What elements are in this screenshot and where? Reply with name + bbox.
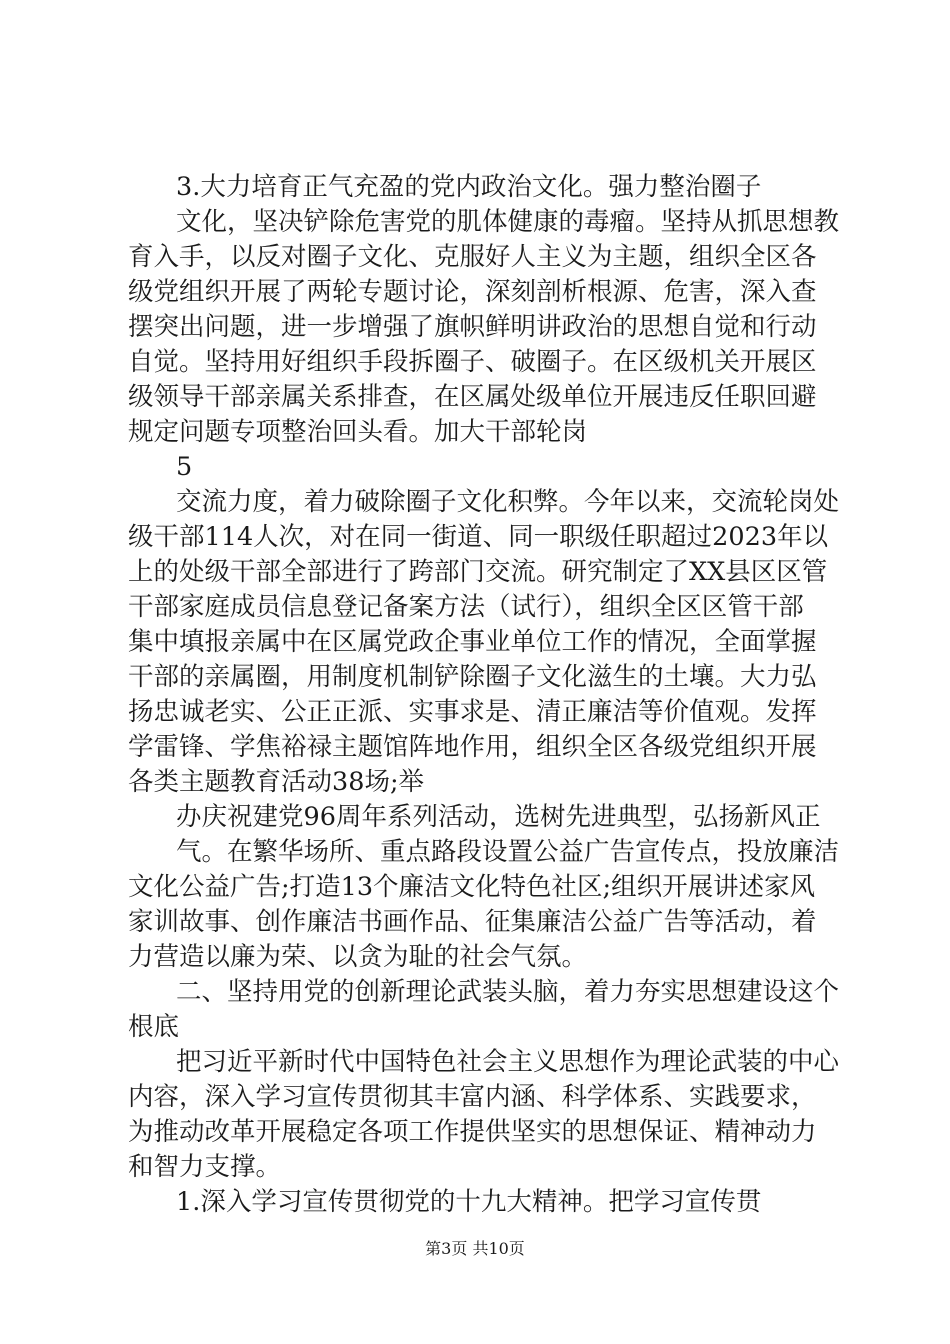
- text-line-22: 家训故事、创作廉洁书画作品、征集廉洁公益广告等活动，着: [128, 907, 817, 937]
- text-line-13: 干部家庭成员信息登记备案方法（试行），组织全区区管干部: [128, 592, 804, 622]
- text-line-6: 自觉。坚持用好组织手段拆圈子、破圈子。在区级机关开展区: [128, 347, 817, 377]
- text-line-15: 干部的亲属圈，用制度机制铲除圈子文化滋生的土壤。大力弘: [128, 662, 817, 692]
- text-line-21: 文化公益广告;打造13个廉洁文化特色社区;组织开展讲述家风: [128, 872, 816, 902]
- text-line-26: 把习近平新时代中国特色社会主义思想作为理论武装的中心: [176, 1047, 840, 1077]
- text-line-17: 学雷锋、学焦裕禄主题馆阵地作用，组织全区各级党组织开展: [128, 732, 817, 762]
- section-heading: 二、坚持用党的创新理论武装头脑，着力夯实思想建设这个: [176, 977, 840, 1007]
- text-line-7: 级领导干部亲属关系排查，在区属处级单位开展违反任职回避: [128, 382, 817, 412]
- page-number-inline: 5: [176, 452, 193, 482]
- text-line-3: 育入手，以反对圈子文化、克服好人主义为主题，组织全区各: [128, 242, 817, 272]
- text-line-16: 扬忠诚老实、公正正派、实事求是、清正廉洁等价值观。发挥: [128, 697, 817, 727]
- text-line-29: 和智力支撑。: [128, 1152, 282, 1182]
- text-line-11: 级干部114人次，对在同一街道、同一职级任职超过2023年以: [128, 522, 829, 552]
- text-line-1: 3.大力培育正气充盈的党内政治文化。强力整治圈子: [176, 172, 762, 202]
- text-line-27: 内容，深入学习宣传贯彻其丰富内涵、科学体系、实践要求，: [128, 1082, 817, 1112]
- text-line-30: 1.深入学习宣传贯彻党的十九大精神。把学习宣传贯: [176, 1187, 762, 1217]
- text-line-23: 力营造以廉为荣、以贪为耻的社会气氛。: [128, 942, 588, 972]
- text-line-19: 办庆祝建党96周年系列活动，选树先进典型，弘扬新风正: [176, 802, 821, 832]
- text-line-4: 级党组织开展了两轮专题讨论，深刻剖析根源、危害，深入查: [128, 277, 817, 307]
- text-line-12: 上的处级干部全部进行了跨部门交流。研究制定了XX县区区管: [128, 557, 828, 587]
- text-line-5: 摆突出问题，进一步增强了旗帜鲜明讲政治的思想自觉和行动: [128, 312, 817, 342]
- text-line-10: 交流力度，着力破除圈子文化积弊。今年以来，交流轮岗处: [176, 487, 840, 517]
- text-line-18: 各类主题教育活动38场;举: [128, 767, 425, 797]
- text-line-28: 为推动改革开展稳定各项工作提供坚实的思想保证、精神动力: [128, 1117, 817, 1147]
- text-line-20: 气。在繁华场所、重点路段设置公益广告宣传点，投放廉洁: [176, 837, 840, 867]
- text-line-8: 规定问题专项整治回头看。加大干部轮岗: [128, 417, 588, 447]
- text-line-2: 文化，坚决铲除危害党的肌体健康的毒瘤。坚持从抓思想教: [176, 207, 840, 237]
- text-line-14: 集中填报亲属中在区属党政企事业单位工作的情况，全面掌握: [128, 627, 817, 657]
- section-heading-continued: 根底: [128, 1012, 180, 1042]
- page-footer: 第3页 共10页: [425, 1239, 525, 1258]
